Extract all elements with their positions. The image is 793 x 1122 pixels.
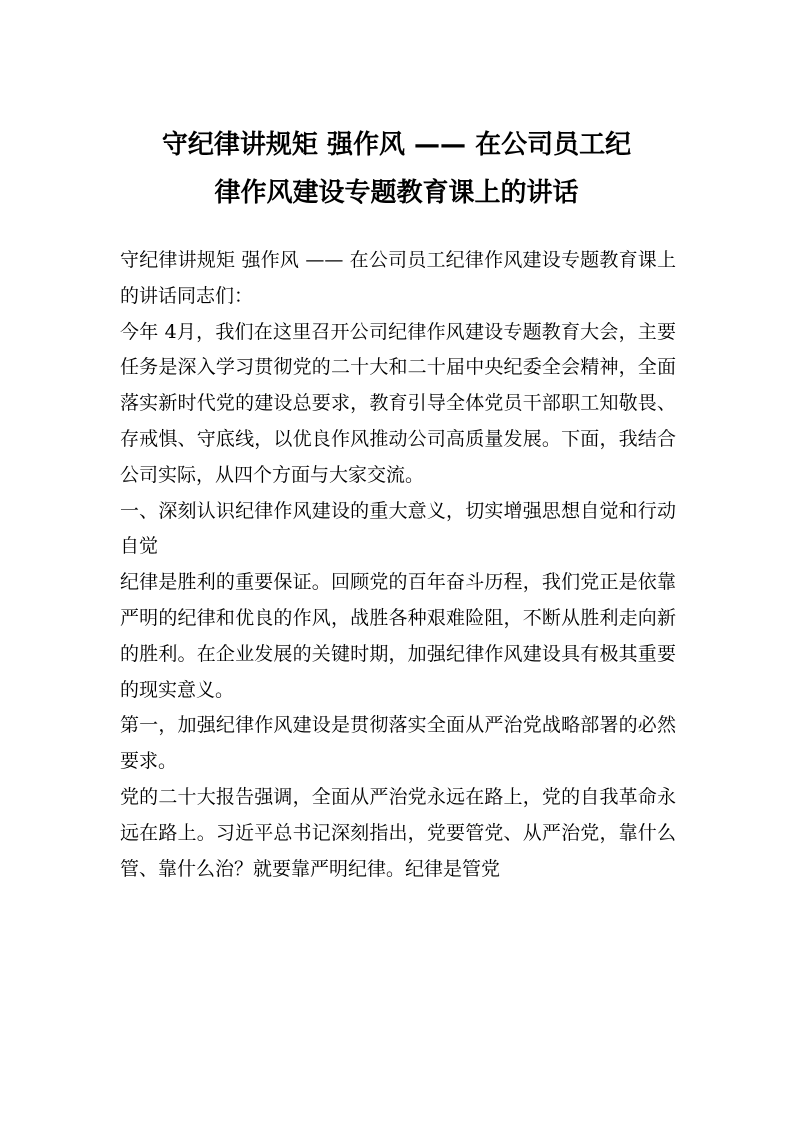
document-body — [120, 243, 676, 887]
paragraph-opening: 今年 4月，我们在这里召开公司纪律作风建设专题教育大会，主要任务是深入学习贯彻党的二十大和二十届中央纪委全会精神，全面落实新时代党的建设总要求，教育引导全体党员干部职工知敬畏、存戒惧、守底线，以优良作风推动公司高质量发展。下面，我结合公司实际，从四个方面与大家交流。 — [120, 320, 676, 486]
paragraph-party-report: 党的二十大报告强调，全面从严治党永远在路上，党的自我革命永远在路上。习近平总书记深刻指出，党要管党、从严治党，靠什么管、靠什么治？就要靠严明纪律。纪律是管党 — [120, 785, 676, 880]
section-heading-1: 一、深刻认识纪律作风建设的重大意义，切实增强思想自觉和行动自觉 — [120, 499, 676, 558]
paragraph-discipline: 纪律是胜利的重要保证。回顾党的百年奋斗历程，我们党正是依靠严明的纪律和优良的作风，战胜各种艰难险阻，不断从胜利走向新的胜利。在企业发展的关键时期，加强纪律作风建设具有极其重要的现实意义。 — [120, 571, 676, 701]
point-heading-1: 第一，加强纪律作风建设是贯彻落实全面从严治党战略部署的必然要求。 — [120, 714, 676, 773]
document-title-line-1: 守纪律讲规矩 强作风 —— 在公司员工纪 — [161, 130, 632, 160]
paragraph-intro: 守纪律讲规矩 强作风 —— 在公司员工纪律作风建设专题教育课上的讲话同志们： — [120, 249, 676, 307]
document-title-line-2: 律作风建设专题教育课上的讲话 — [214, 178, 579, 208]
